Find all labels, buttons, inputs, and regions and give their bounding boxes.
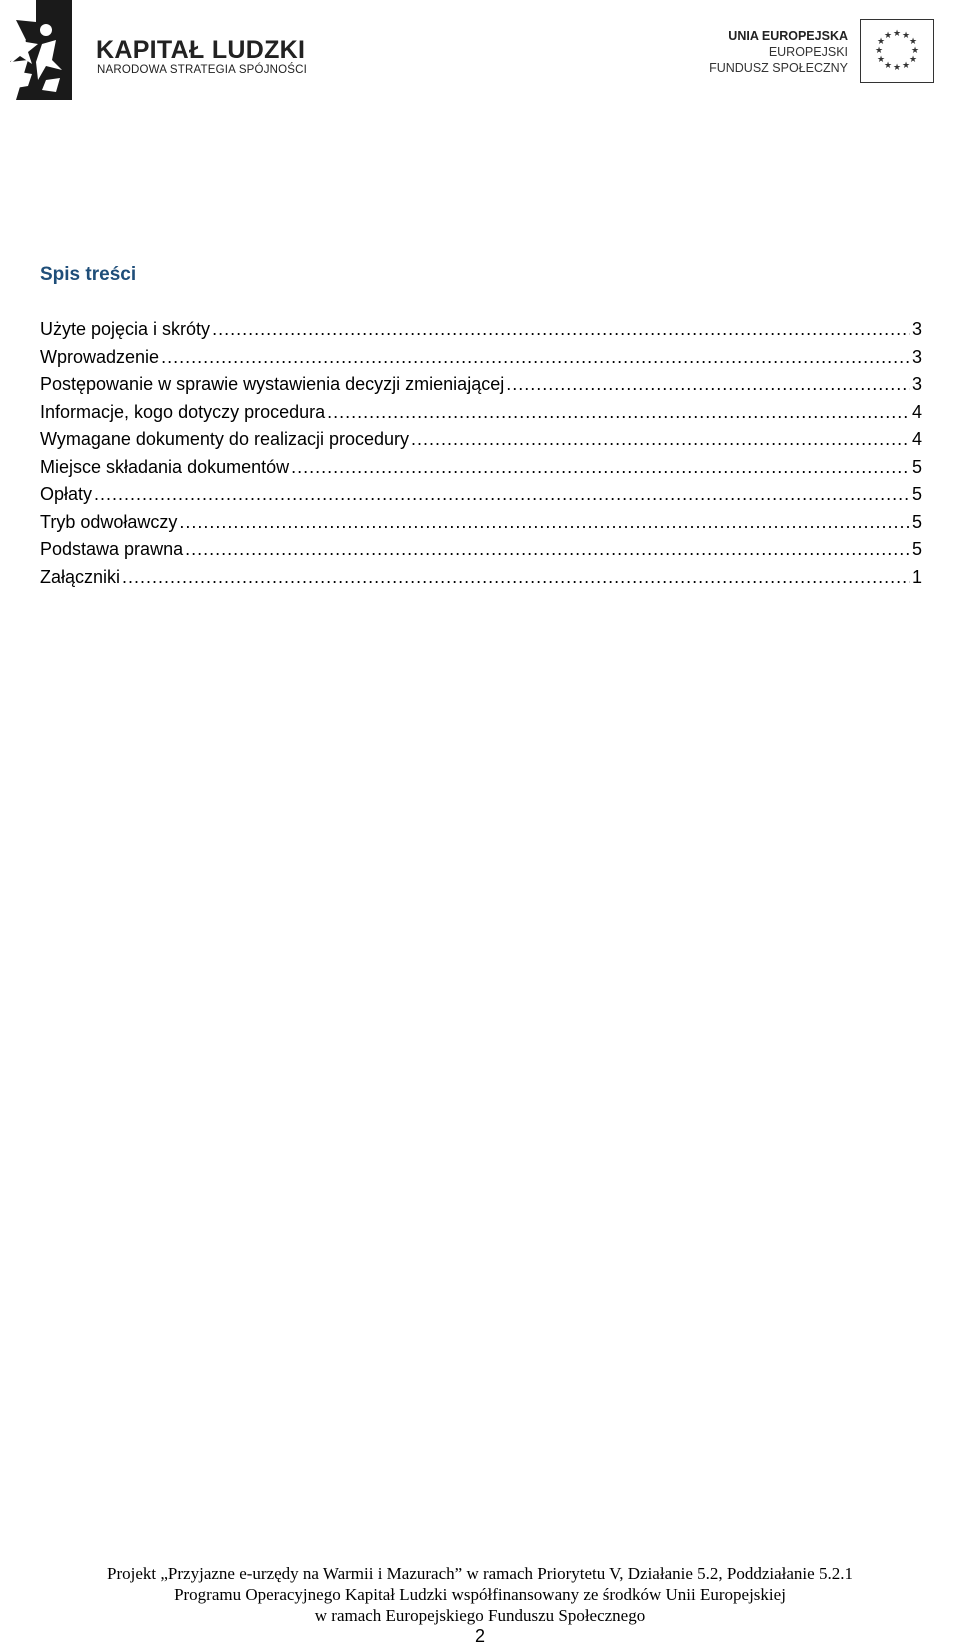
svg-text:★: ★	[910, 46, 920, 56]
toc-item-page: 3	[911, 319, 922, 339]
footer-line-3: w ramach Europejskiego Funduszu Społecznego	[314, 1606, 646, 1625]
toc-item-label: Informacje, kogo dotyczy procedura	[40, 401, 326, 422]
svg-text:★: ★	[892, 29, 902, 39]
kl-logo-subtitle: NARODOWA STRATEGIA SPÓJNOŚCI	[97, 64, 308, 76]
svg-text:★: ★	[883, 61, 893, 71]
eu-logo-text	[709, 28, 848, 76]
toc-item[interactable]	[40, 371, 922, 399]
toc-item-page: 3	[911, 346, 922, 367]
toc-item[interactable]	[40, 454, 922, 482]
toc-leader-dots	[179, 509, 910, 537]
toc-item-label: Załączniki	[40, 566, 121, 587]
toc-item[interactable]	[40, 316, 922, 344]
svg-text:★: ★	[876, 55, 886, 65]
svg-text:★: ★	[883, 31, 893, 41]
toc-item-label: Użyte pojęcia i skróty	[40, 319, 211, 339]
toc-title: Spis treści	[40, 264, 137, 285]
toc-item-page: 5	[911, 456, 922, 477]
eu-flag-icon	[860, 19, 934, 83]
toc-item[interactable]	[40, 399, 922, 427]
toc-item-page: 5	[911, 511, 922, 532]
toc-item-label: Postępowanie w sprawie wystawienia decyzji zmieniającej	[40, 374, 505, 394]
page-number: 2	[474, 1626, 485, 1646]
toc-item-page: 1	[911, 566, 922, 587]
toc-item-page: 5	[911, 484, 922, 504]
toc-leader-dots	[161, 344, 910, 372]
toc-item-label: Podstawa prawna	[40, 539, 184, 559]
toc-item[interactable]	[40, 564, 922, 592]
svg-text:★: ★	[874, 46, 884, 56]
toc-leader-dots	[212, 316, 910, 344]
toc-leader-dots	[291, 454, 910, 482]
footer-line-2: Programu Operacyjnego Kapitał Ludzki współfinansowany ze środków Unii Europejskiej	[174, 1585, 786, 1604]
page-header	[0, 0, 960, 110]
toc-leader-dots	[94, 481, 910, 509]
toc-item-page: 4	[911, 429, 922, 449]
toc-item-page: 3	[911, 374, 922, 394]
svg-text:★: ★	[892, 63, 902, 73]
toc-leader-dots	[411, 426, 910, 454]
toc-leader-dots	[327, 399, 910, 427]
toc-item[interactable]	[40, 344, 922, 372]
toc-item-label: Tryb odwoławczy	[40, 511, 178, 532]
footer-line-1: Projekt „Przyjazne e-urzędy na Warmii i Mazurach” w ramach Priorytetu V, Działanie 5.2, Poddziałanie 5.2.1	[107, 1564, 853, 1583]
eu-line-3: FUNDUSZ SPOŁECZNY	[709, 61, 848, 75]
toc-item[interactable]	[40, 426, 922, 454]
toc-leader-dots	[122, 564, 910, 592]
eu-line-2: EUROPEJSKI	[768, 45, 848, 59]
svg-text:★: ★	[901, 31, 911, 41]
toc-item-page: 5	[911, 539, 922, 559]
toc-leader-dots	[185, 536, 910, 564]
svg-text:★: ★	[876, 37, 886, 47]
svg-text:★: ★	[901, 61, 911, 71]
toc-item-label: Wymagane dokumenty do realizacji procedury	[40, 429, 410, 449]
toc-item-page: 4	[911, 401, 922, 422]
kl-logo-title: KAPITAŁ LUDZKI	[96, 36, 306, 64]
toc-item[interactable]	[40, 536, 922, 564]
toc-leader-dots	[506, 371, 910, 399]
svg-text:★: ★	[908, 37, 918, 47]
toc-item-label: Wprowadzenie	[40, 346, 160, 367]
toc-item[interactable]	[40, 481, 922, 509]
toc-item-label: Opłaty	[40, 484, 93, 504]
toc-item-label: Miejsce składania dokumentów	[40, 456, 290, 477]
page-footer	[0, 1563, 960, 1626]
kapital-ludzki-logo-icon	[6, 0, 72, 100]
svg-text:★: ★	[908, 55, 918, 65]
eu-line-1: UNIA EUROPEJSKA	[728, 29, 848, 43]
table-of-contents	[40, 316, 922, 591]
toc-item[interactable]	[40, 509, 922, 537]
